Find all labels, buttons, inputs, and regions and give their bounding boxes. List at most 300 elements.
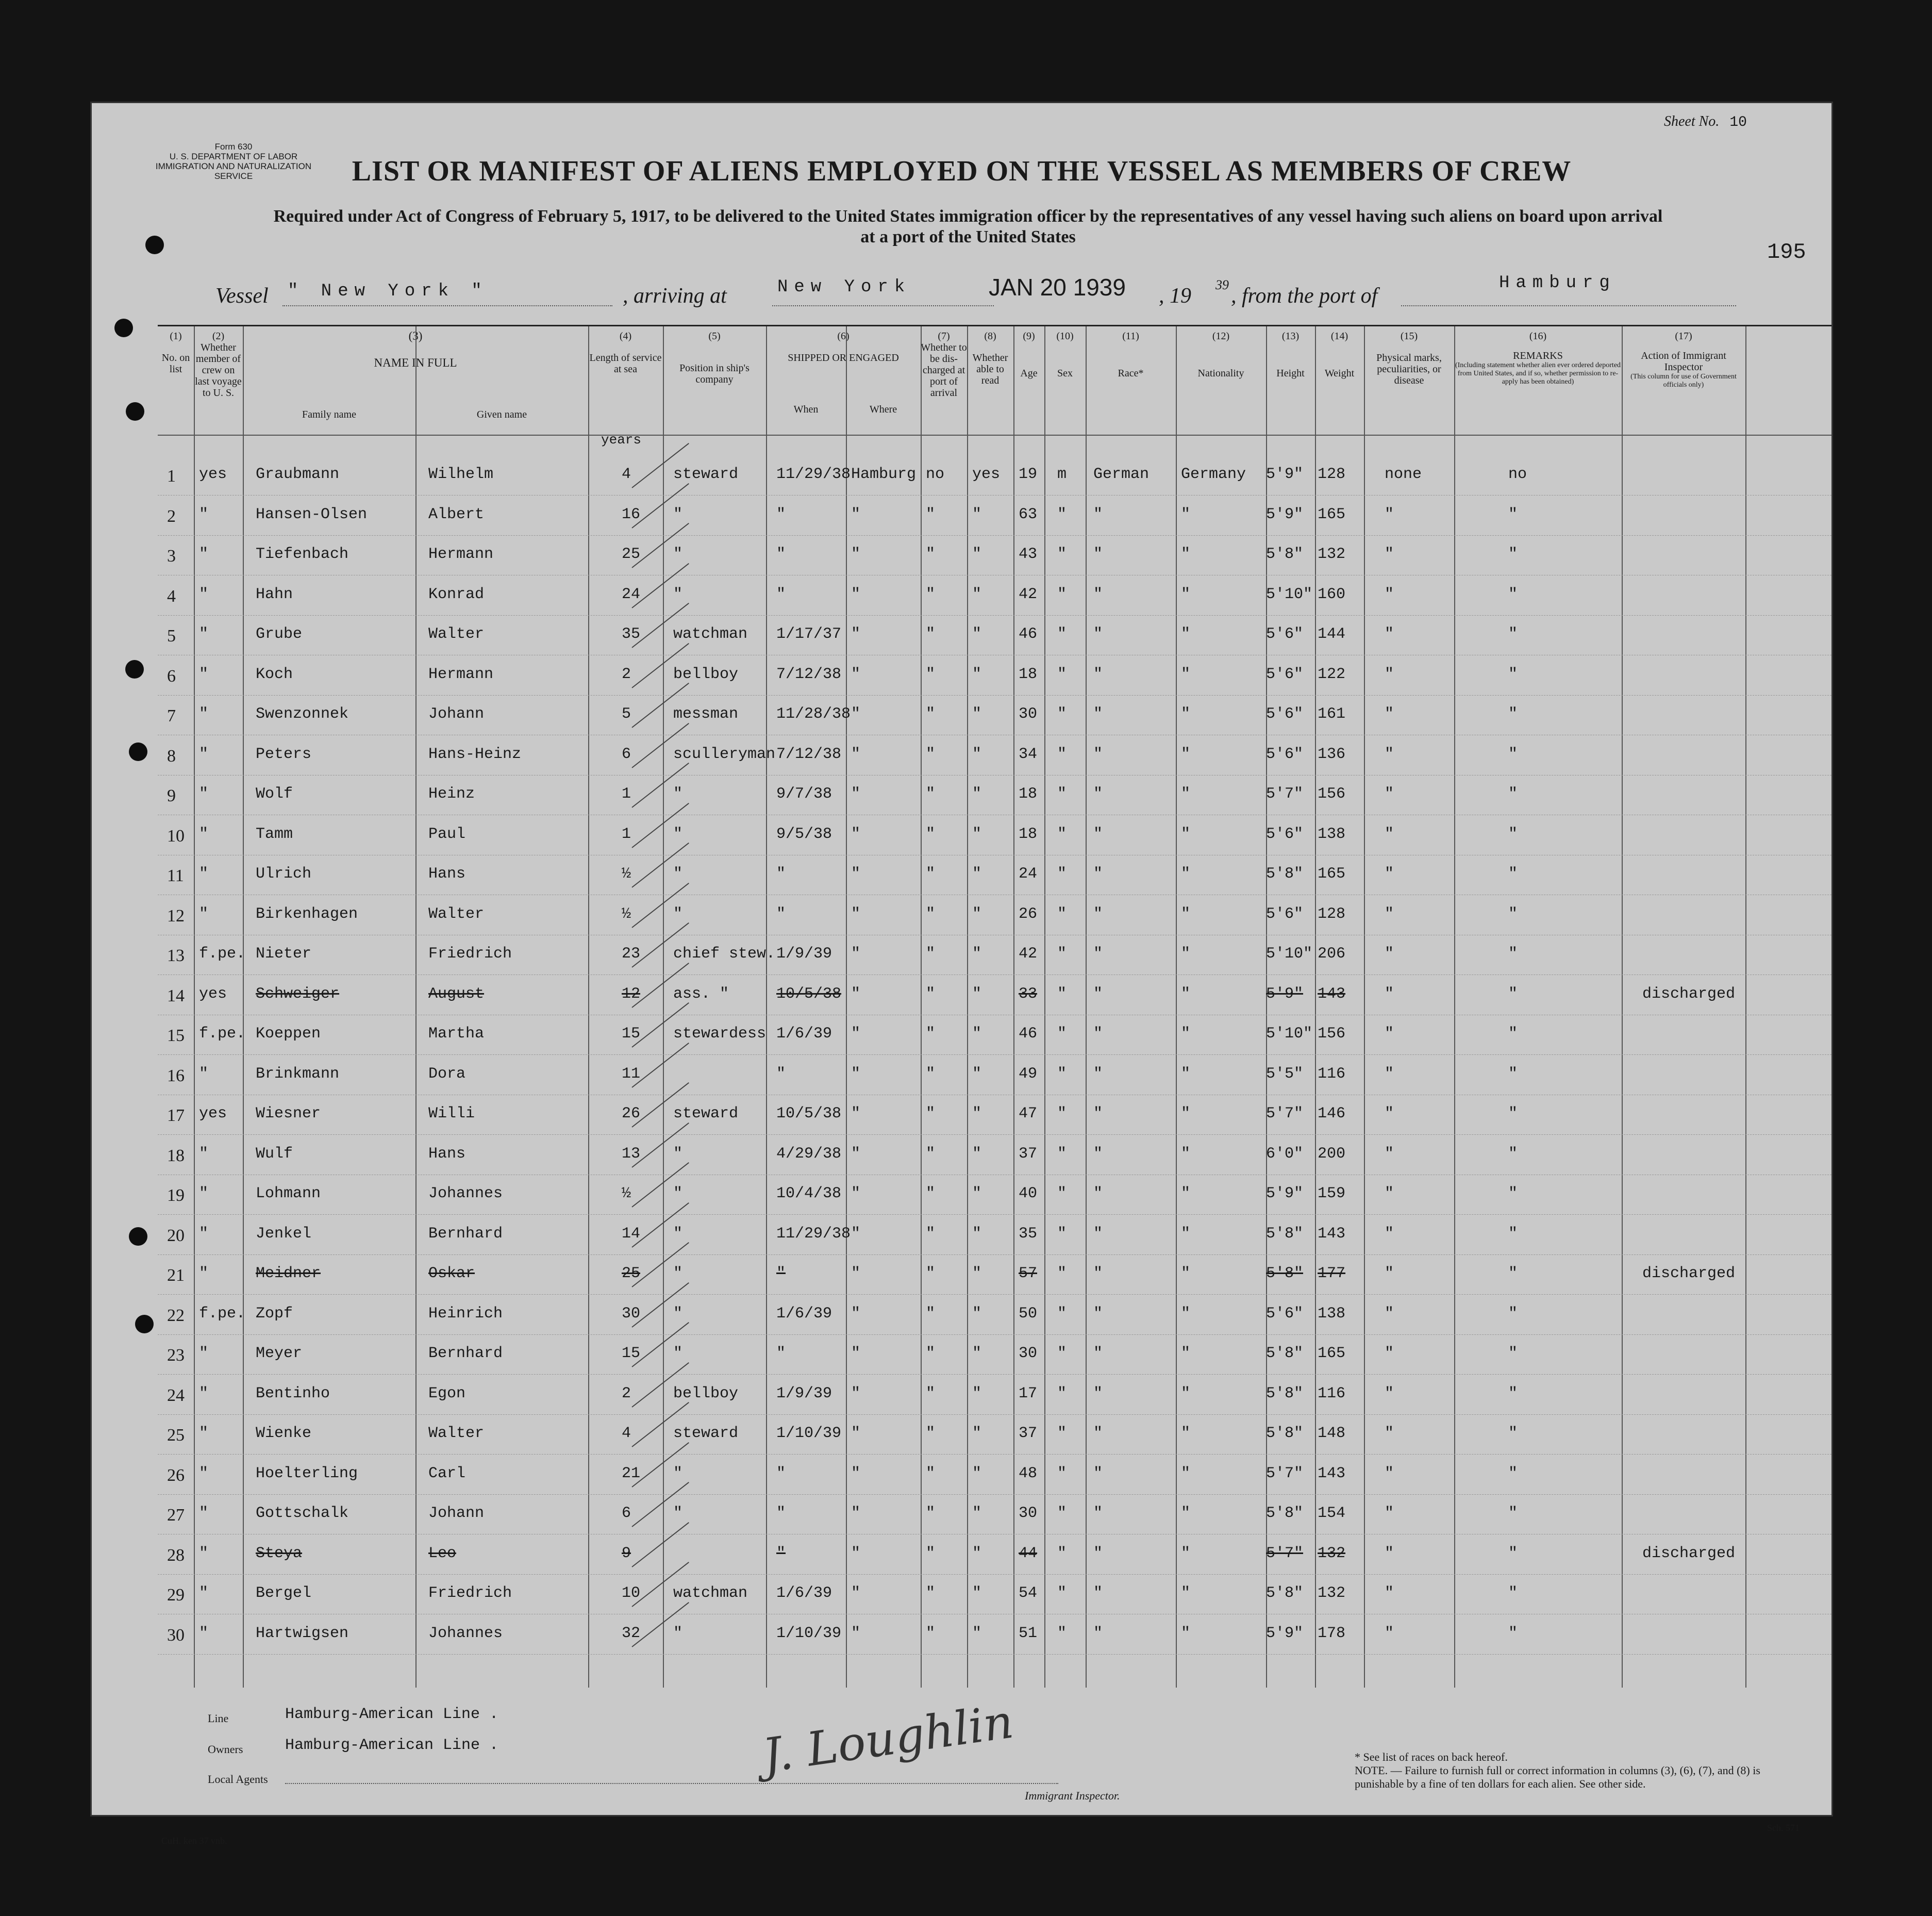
discharged: " — [926, 985, 936, 1003]
sex: " — [1057, 546, 1067, 563]
shipped-where: " — [851, 665, 861, 683]
col-3-label: NAME IN FULL — [374, 356, 457, 369]
manifest-page — [92, 103, 1831, 1846]
physical-marks: " — [1385, 1505, 1394, 1522]
remarks: " — [1508, 1584, 1518, 1602]
col-11-header — [1086, 331, 1176, 379]
crew-table — [158, 325, 1831, 1688]
weight: 165 — [1318, 865, 1346, 883]
sex: " — [1057, 825, 1067, 843]
shipped-when: " — [776, 1544, 786, 1562]
remarks: " — [1508, 785, 1518, 803]
shipped-where: " — [851, 1025, 861, 1043]
weight: 156 — [1318, 1025, 1346, 1043]
age: 24 — [1019, 865, 1038, 883]
height: 5'9" — [1266, 1185, 1304, 1202]
nationality: " — [1181, 1505, 1191, 1522]
race: " — [1093, 1544, 1103, 1562]
remarks: " — [1508, 1384, 1518, 1402]
physical-marks: " — [1385, 1345, 1394, 1362]
service-length: 14 — [622, 1225, 641, 1243]
physical-marks: " — [1385, 785, 1394, 803]
remarks: " — [1508, 1225, 1518, 1243]
able-to-read: " — [972, 785, 982, 803]
remarks: " — [1508, 1105, 1518, 1122]
position: bellboy — [673, 665, 739, 683]
sex: " — [1057, 705, 1067, 723]
sex: " — [1057, 1185, 1067, 1202]
weight: 156 — [1318, 785, 1346, 803]
last-voyage: " — [199, 1624, 209, 1642]
sex: " — [1057, 1584, 1067, 1602]
discharged: " — [926, 1584, 936, 1602]
last-voyage: " — [199, 1505, 209, 1522]
remarks: " — [1508, 625, 1518, 643]
shipped-when: 7/12/38 — [776, 745, 842, 763]
shipped-when: " — [776, 1345, 786, 1362]
position: chief stew. — [673, 945, 776, 963]
race: " — [1093, 505, 1103, 523]
col-4-number: (4) — [619, 331, 632, 342]
row-number: 13 — [167, 946, 185, 965]
able-to-read: " — [972, 1345, 982, 1362]
given-name: Heinz — [428, 785, 475, 803]
family-name: Zopf — [256, 1304, 293, 1323]
able-to-read: " — [972, 1425, 982, 1442]
discharged: " — [926, 1304, 936, 1323]
service-length: 35 — [622, 625, 641, 643]
inspector-signature: J. Loughlin — [759, 1694, 1017, 1783]
given-name: Carl — [428, 1464, 466, 1482]
nationality: " — [1181, 945, 1191, 963]
table-row — [158, 895, 1831, 935]
family-name: Hansen-Olsen — [256, 505, 368, 523]
physical-marks: " — [1385, 1584, 1394, 1602]
races-note: * See list of races on back hereof. — [1355, 1750, 1508, 1763]
race: " — [1093, 625, 1103, 643]
sex: " — [1057, 1145, 1067, 1163]
last-voyage: " — [199, 1065, 209, 1083]
given-name-header: Given name — [476, 409, 527, 420]
height: 5'9" — [1266, 985, 1304, 1003]
race: " — [1093, 785, 1103, 803]
remarks: " — [1508, 1145, 1518, 1163]
table-row — [158, 1574, 1831, 1614]
nationality: " — [1181, 705, 1191, 723]
table-row — [158, 935, 1831, 975]
last-voyage: " — [199, 665, 209, 683]
row-number: 15 — [167, 1026, 185, 1045]
height: 5'5" — [1266, 1065, 1304, 1083]
position: " — [673, 785, 683, 803]
agents-underline — [285, 1783, 1058, 1784]
given-name: Hans — [428, 1145, 466, 1163]
able-to-read: " — [972, 1065, 982, 1083]
height: 5'8" — [1266, 1384, 1304, 1402]
family-name: Koeppen — [256, 1025, 321, 1043]
shipped-when: 1/9/39 — [776, 1384, 832, 1402]
port-underline — [772, 305, 994, 306]
row-number: 18 — [167, 1146, 185, 1165]
race: " — [1093, 745, 1103, 763]
shipped-when: 1/17/37 — [776, 625, 842, 643]
last-voyage: " — [199, 1145, 209, 1163]
height: 5'6" — [1266, 705, 1304, 723]
given-name: Walter — [428, 625, 485, 643]
given-name: Johannes — [428, 1624, 503, 1642]
service-length: 6 — [622, 1505, 631, 1522]
discharged: " — [926, 505, 936, 523]
race: " — [1093, 1425, 1103, 1442]
discharged: " — [926, 1384, 936, 1402]
weight: 116 — [1318, 1065, 1346, 1083]
given-name: Wilhelm — [428, 466, 494, 483]
discharged: " — [926, 1225, 936, 1243]
weight: 132 — [1318, 546, 1346, 563]
row-number: 29 — [167, 1585, 185, 1605]
physical-marks: " — [1385, 1065, 1394, 1083]
table-row — [158, 1534, 1831, 1575]
col-17-header — [1622, 331, 1745, 389]
race: " — [1093, 945, 1103, 963]
physical-marks: " — [1385, 1145, 1394, 1163]
shipped-where: " — [851, 1105, 861, 1122]
physical-marks: " — [1385, 825, 1394, 843]
family-name: Hartwigsen — [256, 1624, 349, 1642]
row-number: 24 — [167, 1385, 185, 1405]
age: 57 — [1019, 1265, 1038, 1282]
physical-marks: " — [1385, 1544, 1394, 1562]
age: 34 — [1019, 745, 1038, 763]
schedule-number: Sch. 571 — [1767, 1823, 1800, 1833]
physical-marks: " — [1385, 1304, 1394, 1323]
col-2-label: Whether member of crew on last voyage to U. S. — [195, 342, 242, 399]
able-to-read: " — [972, 1584, 982, 1602]
shipped-where: " — [851, 1425, 861, 1442]
nationality: " — [1181, 585, 1191, 603]
family-name: Gottschalk — [256, 1505, 349, 1522]
table-row — [158, 1135, 1831, 1175]
col-7-label: Whether to be dis-charged at port of arrival — [921, 342, 967, 399]
nationality: " — [1181, 1584, 1191, 1602]
weight: 143 — [1318, 985, 1346, 1003]
position: " — [673, 1624, 683, 1642]
nationality: " — [1181, 625, 1191, 643]
nationality: " — [1181, 1065, 1191, 1083]
able-to-read: yes — [972, 466, 1001, 483]
shipped-where: " — [851, 1505, 861, 1522]
row-number: 5 — [167, 626, 176, 646]
nationality: " — [1181, 665, 1191, 683]
inspector-action: discharged — [1642, 1544, 1736, 1562]
sex: " — [1057, 505, 1067, 523]
sex: " — [1057, 1544, 1067, 1562]
shipped-when: " — [776, 1265, 786, 1282]
vessel-line — [92, 273, 1831, 309]
sex: " — [1057, 1025, 1067, 1043]
col-6-header — [766, 331, 921, 364]
service-length: 12 — [622, 985, 641, 1003]
discharged: " — [926, 1105, 936, 1122]
age: 30 — [1019, 1345, 1038, 1362]
able-to-read: " — [972, 985, 982, 1003]
remarks: " — [1508, 1265, 1518, 1282]
discharged: " — [926, 1185, 936, 1202]
weight: 128 — [1318, 905, 1346, 923]
agents-label: Local Agents — [208, 1773, 268, 1786]
shipped-where: " — [851, 1624, 861, 1642]
col-6-number: (6) — [837, 331, 850, 342]
race: " — [1093, 1345, 1103, 1362]
row-number: 17 — [167, 1106, 185, 1125]
weight: 148 — [1318, 1425, 1346, 1442]
table-row — [158, 1015, 1831, 1055]
given-name: Friedrich — [428, 945, 512, 963]
given-name: Albert — [428, 505, 485, 523]
col-6-label: SHIPPED OR ENGAGED — [788, 352, 899, 364]
col-17-sublabel: (This column for use of Government officials only) — [1630, 373, 1737, 389]
shipped-when: 11/28/38 — [776, 705, 851, 723]
position: " — [673, 1225, 683, 1243]
remarks: " — [1508, 985, 1518, 1003]
discharged: " — [926, 1464, 936, 1482]
race: " — [1093, 1025, 1103, 1043]
remarks: " — [1508, 1185, 1518, 1202]
department-name: U. S. DEPARTMENT OF LABOR — [169, 152, 298, 161]
discharged: " — [926, 625, 936, 643]
shipped-where: " — [851, 905, 861, 923]
able-to-read: " — [972, 1624, 982, 1642]
last-voyage: " — [199, 505, 209, 523]
nationality: " — [1181, 1464, 1191, 1482]
position: watchman — [673, 625, 748, 643]
able-to-read: " — [972, 705, 982, 723]
given-name: Hermann — [428, 546, 494, 563]
table-row — [158, 695, 1831, 735]
service-length: 30 — [622, 1304, 641, 1323]
position: watchman — [673, 1584, 748, 1602]
service-length: 24 — [622, 585, 641, 603]
nationality: " — [1181, 1145, 1191, 1163]
punch-hole — [129, 742, 147, 761]
family-name: Wiesner — [256, 1105, 321, 1122]
given-name: Egon — [428, 1384, 466, 1402]
given-name: Konrad — [428, 585, 485, 603]
height: 5'9" — [1266, 466, 1304, 483]
age: 35 — [1019, 1225, 1038, 1243]
family-name: Tiefenbach — [256, 546, 349, 563]
physical-marks: " — [1385, 705, 1394, 723]
nationality: " — [1181, 785, 1191, 803]
nationality: " — [1181, 745, 1191, 763]
years-label: years — [601, 432, 642, 448]
discharged: " — [926, 1544, 936, 1562]
height: 5'10" — [1266, 1025, 1313, 1043]
race: " — [1093, 1185, 1103, 1202]
remarks: " — [1508, 945, 1518, 963]
race: German — [1093, 466, 1150, 483]
remarks: " — [1508, 1544, 1518, 1562]
family-name: Lohmann — [256, 1185, 321, 1202]
service-length: 26 — [622, 1105, 641, 1122]
race: " — [1093, 1065, 1103, 1083]
remarks: " — [1508, 865, 1518, 883]
last-voyage: " — [199, 1584, 209, 1602]
race: " — [1093, 1265, 1103, 1282]
height: 5'8" — [1266, 865, 1304, 883]
physical-marks: " — [1385, 1265, 1394, 1282]
position: sculleryman — [673, 745, 776, 763]
date-stamp: JAN 20 1939 — [989, 274, 1126, 301]
age: 18 — [1019, 785, 1038, 803]
shipped-where: " — [851, 1225, 861, 1243]
nationality: " — [1181, 905, 1191, 923]
nationality: " — [1181, 985, 1191, 1003]
service-length: 1 — [622, 825, 631, 843]
height: 5'6" — [1266, 625, 1304, 643]
year-prefix: , 19 — [1159, 284, 1191, 308]
able-to-read: " — [972, 625, 982, 643]
family-name: Peters — [256, 745, 312, 763]
service-length: ½ — [622, 865, 631, 883]
discharged: " — [926, 585, 936, 603]
shipped-when: 9/5/38 — [776, 825, 832, 843]
able-to-read: " — [972, 1304, 982, 1323]
shipped-when: 1/9/39 — [776, 945, 832, 963]
remarks: " — [1508, 1304, 1518, 1323]
position: " — [673, 546, 683, 563]
col-11-label: Race* — [1118, 368, 1144, 379]
col-4-label: Length of service at sea — [589, 352, 662, 375]
physical-marks: " — [1385, 505, 1394, 523]
row-number: 20 — [167, 1226, 185, 1245]
physical-marks: " — [1385, 546, 1394, 563]
shipped-where: " — [851, 1584, 861, 1602]
height: 5'7" — [1266, 1105, 1304, 1122]
sex: " — [1057, 1065, 1067, 1083]
age: 18 — [1019, 665, 1038, 683]
service-length: 23 — [622, 945, 641, 963]
stamp-number: 195 — [1767, 240, 1806, 265]
family-name: Steya — [256, 1544, 303, 1562]
weight: 138 — [1318, 1304, 1346, 1323]
physical-marks: " — [1385, 1185, 1394, 1202]
year-suffix: 39 — [1215, 277, 1229, 292]
shipped-where: " — [851, 1265, 861, 1282]
age: 44 — [1019, 1544, 1038, 1562]
discharged: " — [926, 546, 936, 563]
col-9-label: Age — [1020, 368, 1038, 379]
family-name: Birkenhagen — [256, 905, 358, 923]
family-name: Tamm — [256, 825, 293, 843]
row-number: 30 — [167, 1625, 185, 1645]
col-1-header — [158, 331, 194, 375]
punch-hole — [125, 660, 144, 679]
shipped-where: " — [851, 625, 861, 643]
from-port: Hamburg — [1499, 273, 1616, 293]
vessel-label: Vessel — [215, 284, 269, 308]
nationality: " — [1181, 1105, 1191, 1122]
shipped-where: " — [851, 546, 861, 563]
col-13-label: Height — [1276, 368, 1305, 379]
height: 5'9" — [1266, 1624, 1304, 1642]
subtitle-line-2: at a port of the United States — [860, 227, 1076, 246]
age: 33 — [1019, 985, 1038, 1003]
given-name: Paul — [428, 825, 466, 843]
shipped-where: " — [851, 945, 861, 963]
given-name: Walter — [428, 1425, 485, 1442]
service-length: 21 — [622, 1464, 641, 1482]
weight: 200 — [1318, 1145, 1346, 1163]
last-voyage: " — [199, 1225, 209, 1243]
discharged: " — [926, 945, 936, 963]
race: " — [1093, 585, 1103, 603]
col-16-sublabel: (Including statement whether alien ever ordered deported from United States, and if so, whether permission to re-apply has been obtained) — [1455, 361, 1621, 386]
from-underline — [1401, 305, 1736, 306]
height: 5'9" — [1266, 505, 1304, 523]
physical-marks: " — [1385, 985, 1394, 1003]
table-row — [158, 1494, 1831, 1534]
family-name: Wienke — [256, 1425, 312, 1442]
remarks: " — [1508, 905, 1518, 923]
able-to-read: " — [972, 1384, 982, 1402]
sex: m — [1057, 466, 1067, 483]
physical-marks: " — [1385, 1225, 1394, 1243]
sex: " — [1057, 945, 1067, 963]
row-number: 4 — [167, 586, 176, 606]
remarks: " — [1508, 825, 1518, 843]
table-row — [158, 1095, 1831, 1135]
service-length: ½ — [622, 905, 631, 923]
family-name: Meyer — [256, 1345, 303, 1362]
sex: " — [1057, 1304, 1067, 1323]
col-10-label: Sex — [1057, 368, 1073, 379]
last-voyage: f.pe. — [199, 1025, 246, 1043]
col-7-header — [921, 331, 967, 399]
shipped-where: " — [851, 585, 861, 603]
able-to-read: " — [972, 505, 982, 523]
table-row — [158, 1215, 1831, 1255]
height: 5'6" — [1266, 1304, 1304, 1323]
last-voyage: " — [199, 825, 209, 843]
shipped-when: " — [776, 546, 786, 563]
discharged: " — [926, 1265, 936, 1282]
shipped-when: 1/6/39 — [776, 1025, 832, 1043]
given-name: Martha — [428, 1025, 485, 1043]
punch-hole — [126, 402, 144, 421]
age: 42 — [1019, 585, 1038, 603]
physical-marks: " — [1385, 865, 1394, 883]
vessel-name: " New York " — [288, 282, 488, 301]
sheet-label: Sheet No. — [1664, 113, 1720, 129]
discharged: " — [926, 745, 936, 763]
shipped-when: 4/29/38 — [776, 1145, 842, 1163]
row-number: 8 — [167, 746, 176, 766]
last-voyage: " — [199, 905, 209, 923]
col-8-label: Whether able to read — [972, 352, 1008, 386]
remarks: " — [1508, 1025, 1518, 1043]
punch-hole — [129, 1227, 147, 1246]
physical-marks: " — [1385, 1105, 1394, 1122]
weight: 132 — [1318, 1584, 1346, 1602]
able-to-read: " — [972, 546, 982, 563]
page-title: LIST OR MANIFEST OF ALIENS EMPLOYED ON THE VESSEL AS MEMBERS OF CREW — [352, 155, 1572, 187]
position: steward — [673, 466, 739, 483]
col-5-label: Position in ship's company — [679, 362, 750, 385]
position: " — [673, 1304, 683, 1323]
punch-hole — [114, 319, 133, 337]
weight: 138 — [1318, 825, 1346, 843]
